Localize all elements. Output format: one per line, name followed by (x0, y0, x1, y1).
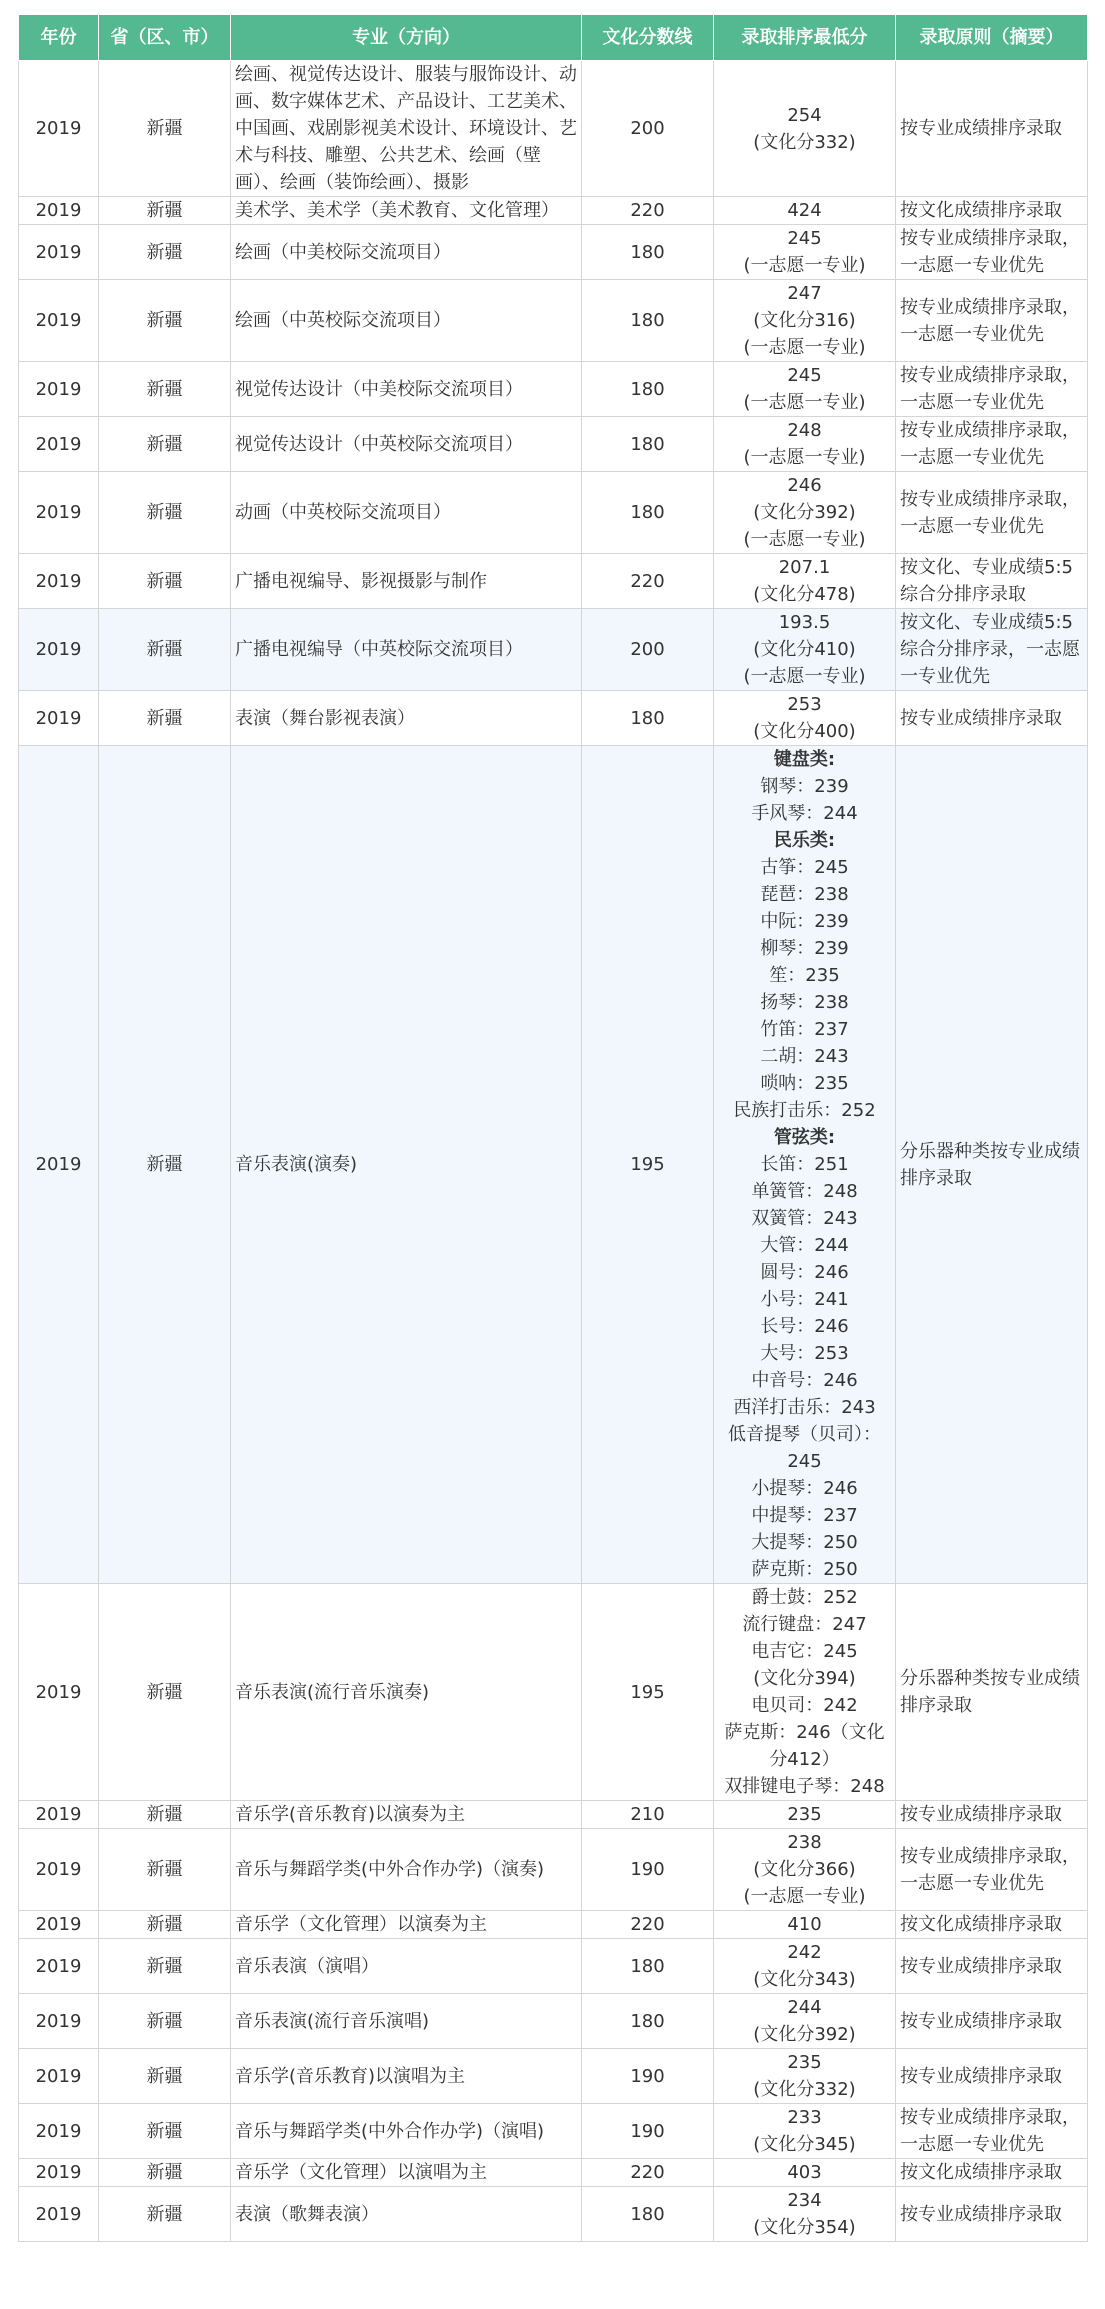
major-cell: 音乐表演（演唱） (231, 1939, 582, 1994)
principle-cell: 按文化、专业成绩5:5综合分排序录，一志愿一专业优先 (896, 609, 1088, 691)
rank-line: (一志愿一专业) (743, 337, 866, 358)
rank-line: 245 (787, 365, 822, 386)
year-cell: 2019 (19, 2104, 99, 2159)
province-cell: 新疆 (99, 362, 231, 417)
year-cell: 2019 (19, 472, 99, 554)
rank-line: 大管：244 (760, 1235, 849, 1256)
culture-line-cell: 210 (582, 1801, 714, 1829)
min-rank-score-cell (714, 2159, 896, 2187)
rank-line: 长笛：251 (760, 1154, 849, 1175)
rank-line: (文化分316) (753, 310, 856, 331)
rank-line: (文化分478) (753, 584, 856, 605)
table-row (19, 1829, 1088, 1911)
header-major: 专业（方向） (231, 15, 582, 61)
province-cell: 新疆 (99, 1994, 231, 2049)
year-cell: 2019 (19, 1801, 99, 1829)
culture-line-cell: 180 (582, 417, 714, 472)
principle-cell: 按文化成绩排序录取 (896, 1911, 1088, 1939)
min-rank-score-cell (714, 2049, 896, 2104)
min-rank-score-cell (714, 197, 896, 225)
major-cell: 音乐表演(演奏) (231, 746, 582, 1584)
rank-line: 钢琴：239 (760, 776, 849, 797)
rank-line: 248 (787, 420, 822, 441)
principle-cell: 按专业成绩排序录取，一志愿一专业优先 (896, 2104, 1088, 2159)
year-cell: 2019 (19, 554, 99, 609)
min-rank-score-cell (714, 609, 896, 691)
rank-line: 235 (787, 1804, 822, 1825)
year-cell: 2019 (19, 417, 99, 472)
table-row (19, 1801, 1088, 1829)
culture-line-cell: 180 (582, 280, 714, 362)
rank-line: 207.1 (778, 557, 831, 578)
rank-line: 竹笛：237 (760, 1019, 849, 1040)
province-cell: 新疆 (99, 1829, 231, 1911)
culture-line-cell: 180 (582, 2187, 714, 2242)
min-rank-score-cell (714, 362, 896, 417)
culture-line-cell: 220 (582, 1911, 714, 1939)
major-cell: 音乐表演(流行音乐演奏) (231, 1584, 582, 1801)
major-cell: 音乐与舞蹈学类(中外合作办学)（演奏) (231, 1829, 582, 1911)
rank-line: 爵士鼓：252 (751, 1587, 858, 1608)
principle-cell: 按专业成绩排序录取 (896, 61, 1088, 197)
culture-line-cell: 190 (582, 2104, 714, 2159)
culture-line-cell: 180 (582, 691, 714, 746)
rank-line: 电吉它：245 (751, 1641, 858, 1662)
rank-line: 双簧管：243 (751, 1208, 858, 1229)
province-cell: 新疆 (99, 1939, 231, 1994)
rank-line: 长号：246 (760, 1316, 849, 1337)
year-cell: 2019 (19, 746, 99, 1584)
major-cell: 视觉传达设计（中美校际交流项目） (231, 362, 582, 417)
rank-line: 小提琴：246 (751, 1478, 858, 1499)
rank-line: 民族打击乐：252 (733, 1100, 876, 1121)
principle-cell: 分乐器种类按专业成绩排序录取 (896, 1584, 1088, 1801)
year-cell: 2019 (19, 1829, 99, 1911)
table-row (19, 2049, 1088, 2104)
min-rank-score-cell (714, 61, 896, 197)
rank-line: 424 (787, 200, 822, 221)
table-row (19, 197, 1088, 225)
province-cell: 新疆 (99, 2104, 231, 2159)
principle-cell: 按专业成绩排序录取 (896, 1939, 1088, 1994)
year-cell: 2019 (19, 1911, 99, 1939)
year-cell: 2019 (19, 225, 99, 280)
table-row (19, 1939, 1088, 1994)
header-culture-line: 文化分数线 (582, 15, 714, 61)
year-cell: 2019 (19, 1584, 99, 1801)
rank-line: (文化分392) (753, 502, 856, 523)
province-cell: 新疆 (99, 1911, 231, 1939)
principle-cell: 分乐器种类按专业成绩排序录取 (896, 746, 1088, 1584)
rank-line: 电贝司：242 (751, 1695, 858, 1716)
table-row (19, 746, 1088, 1584)
min-rank-score-cell (714, 1994, 896, 2049)
table-row (19, 691, 1088, 746)
principle-cell: 按专业成绩排序录取，一志愿一专业优先 (896, 362, 1088, 417)
rank-line: 254 (787, 104, 822, 126)
major-cell: 视觉传达设计（中英校际交流项目） (231, 417, 582, 472)
rank-line: 中阮：239 (760, 911, 849, 932)
header-year: 年份 (19, 15, 99, 61)
rank-line: 小号：241 (760, 1289, 849, 1310)
rank-line: 244 (787, 1997, 822, 2018)
rank-line: (一志愿一专业) (743, 666, 866, 687)
rank-line: (文化分394) (753, 1668, 856, 1689)
province-cell: 新疆 (99, 2049, 231, 2104)
year-cell: 2019 (19, 197, 99, 225)
rank-line: 扬琴：238 (760, 992, 849, 1013)
rank-line: (一志愿一专业) (743, 447, 866, 468)
rank-line: (文化分410) (753, 639, 856, 660)
rank-group-label: 键盘类: (773, 749, 836, 770)
province-cell: 新疆 (99, 1801, 231, 1829)
culture-line-cell: 220 (582, 554, 714, 609)
culture-line-cell: 180 (582, 1994, 714, 2049)
major-cell: 表演（歌舞表演） (231, 2187, 582, 2242)
rank-line: 柳琴：239 (760, 938, 849, 959)
principle-cell: 按专业成绩排序录取 (896, 1801, 1088, 1829)
province-cell: 新疆 (99, 2187, 231, 2242)
rank-line: 大号：253 (760, 1343, 849, 1364)
table-row (19, 417, 1088, 472)
table-row (19, 2104, 1088, 2159)
rank-line: 中提琴：237 (751, 1505, 858, 1526)
rank-line: 圆号：246 (760, 1262, 849, 1283)
min-rank-score-cell (714, 691, 896, 746)
rank-line: (一志愿一专业) (743, 255, 866, 276)
year-cell: 2019 (19, 362, 99, 417)
province-cell: 新疆 (99, 197, 231, 225)
rank-line: 234 (787, 2190, 822, 2211)
table-row (19, 61, 1088, 197)
table-row (19, 1584, 1088, 1801)
culture-line-cell: 200 (582, 61, 714, 197)
culture-line-cell: 180 (582, 362, 714, 417)
culture-line-cell: 180 (582, 225, 714, 280)
min-rank-score-cell (714, 1911, 896, 1939)
rank-line: (一志愿一专业) (743, 392, 866, 413)
rank-line: 流行键盘：247 (742, 1614, 867, 1635)
principle-cell: 按专业成绩排序录取，一志愿一专业优先 (896, 1829, 1088, 1911)
rank-line: (文化分400) (753, 721, 856, 742)
rank-line: (文化分366) (753, 1859, 856, 1880)
principle-cell: 按专业成绩排序录取 (896, 691, 1088, 746)
table-row (19, 609, 1088, 691)
culture-line-cell: 195 (582, 746, 714, 1584)
table-row (19, 280, 1088, 362)
rank-line: 238 (787, 1832, 822, 1853)
culture-line-cell: 180 (582, 1939, 714, 1994)
province-cell: 新疆 (99, 280, 231, 362)
year-cell: 2019 (19, 2159, 99, 2187)
year-cell: 2019 (19, 1939, 99, 1994)
table-row (19, 2187, 1088, 2242)
rank-line: 246 (787, 475, 822, 496)
min-rank-score-cell (714, 1939, 896, 1994)
year-cell: 2019 (19, 2187, 99, 2242)
rank-line: 235 (787, 2052, 822, 2073)
province-cell: 新疆 (99, 554, 231, 609)
major-cell: 广播电视编导（中英校际交流项目） (231, 609, 582, 691)
table-row (19, 2159, 1088, 2187)
culture-line-cell: 190 (582, 2049, 714, 2104)
rank-line: 双排键电子琴：248 (724, 1776, 885, 1797)
header-province: 省（区、市） (99, 15, 231, 61)
rank-line: 233 (787, 2107, 822, 2128)
rank-line: (文化分345) (753, 2134, 856, 2155)
major-cell: 音乐学（文化管理）以演唱为主 (231, 2159, 582, 2187)
table-row (19, 554, 1088, 609)
principle-cell: 按文化、专业成绩5:5综合分排序录取 (896, 554, 1088, 609)
rank-line: 琵琶：238 (760, 884, 849, 905)
min-rank-score-cell (714, 2187, 896, 2242)
principle-cell: 按专业成绩排序录取，一志愿一专业优先 (896, 280, 1088, 362)
culture-line-cell: 200 (582, 609, 714, 691)
admission-score-table (18, 14, 1088, 2242)
culture-line-cell: 190 (582, 1829, 714, 1911)
culture-line-cell: 220 (582, 197, 714, 225)
culture-line-cell: 195 (582, 1584, 714, 1801)
province-cell: 新疆 (99, 61, 231, 197)
rank-line: 唢呐：235 (760, 1073, 849, 1094)
rank-line: 低音提琴（贝司）：245 (728, 1424, 881, 1472)
min-rank-score-cell (714, 472, 896, 554)
rank-line: 笙：235 (769, 965, 840, 986)
province-cell: 新疆 (99, 746, 231, 1584)
major-cell: 动画（中英校际交流项目） (231, 472, 582, 554)
major-cell: 音乐学（文化管理）以演奏为主 (231, 1911, 582, 1939)
year-cell: 2019 (19, 2049, 99, 2104)
min-rank-score-cell (714, 280, 896, 362)
rank-line: (文化分354) (753, 2217, 856, 2238)
rank-line: 手风琴：244 (751, 803, 858, 824)
rank-line: 410 (787, 1914, 822, 1935)
rank-line: 古筝：245 (760, 857, 849, 878)
rank-line: 253 (787, 694, 822, 715)
principle-cell: 按文化成绩排序录取 (896, 2159, 1088, 2187)
principle-cell: 按专业成绩排序录取，一志愿一专业优先 (896, 417, 1088, 472)
major-cell: 表演（舞台影视表演） (231, 691, 582, 746)
rank-line: (文化分343) (753, 1969, 856, 1990)
year-cell: 2019 (19, 609, 99, 691)
table-row (19, 1994, 1088, 2049)
principle-cell: 按专业成绩排序录取 (896, 1994, 1088, 2049)
min-rank-score-cell (714, 1829, 896, 1911)
major-cell: 音乐学(音乐教育)以演奏为主 (231, 1801, 582, 1829)
principle-cell: 按专业成绩排序录取 (896, 2049, 1088, 2104)
table-row (19, 1911, 1088, 1939)
major-cell: 音乐表演(流行音乐演唱) (231, 1994, 582, 2049)
year-cell: 2019 (19, 280, 99, 362)
province-cell: 新疆 (99, 1584, 231, 1801)
rank-line: (文化分332) (753, 2079, 856, 2100)
min-rank-score-cell (714, 225, 896, 280)
major-cell: 绘画（中英校际交流项目） (231, 280, 582, 362)
culture-line-cell: 180 (582, 472, 714, 554)
table-header-row (19, 15, 1088, 61)
rank-line: (一志愿一专业) (743, 1886, 866, 1907)
table-row (19, 362, 1088, 417)
major-cell: 绘画、视觉传达设计、服装与服饰设计、动画、数字媒体艺术、产品设计、工艺美术、中国画、戏剧影视美术设计、环境设计、艺术与科技、雕塑、公共艺术、绘画（壁画）、绘画（装饰绘画）、摄影 (231, 61, 582, 197)
province-cell: 新疆 (99, 417, 231, 472)
major-cell: 美术学、美术学（美术教育、文化管理） (231, 197, 582, 225)
province-cell: 新疆 (99, 225, 231, 280)
min-rank-score-cell (714, 554, 896, 609)
province-cell: 新疆 (99, 609, 231, 691)
rank-line: 萨克斯：250 (751, 1559, 858, 1580)
principle-cell: 按文化成绩排序录取 (896, 197, 1088, 225)
min-rank-score-cell (714, 1584, 896, 1801)
rank-line: 单簧管：248 (751, 1181, 858, 1202)
header-principle: 录取原则（摘要） (896, 15, 1088, 61)
province-cell: 新疆 (99, 472, 231, 554)
rank-line: 247 (787, 283, 822, 304)
year-cell: 2019 (19, 691, 99, 746)
rank-line: (文化分332) (753, 131, 856, 153)
rank-line: 二胡：243 (760, 1046, 849, 1067)
principle-cell: 按专业成绩排序录取，一志愿一专业优先 (896, 472, 1088, 554)
min-rank-score-cell (714, 1801, 896, 1829)
rank-line: 193.5 (778, 612, 831, 633)
rank-line: (文化分392) (753, 2024, 856, 2045)
rank-line: (一志愿一专业) (743, 529, 866, 550)
min-rank-score-cell (714, 2104, 896, 2159)
rank-group-label: 民乐类: (773, 830, 836, 851)
rank-group-label: 管弦类: (773, 1127, 836, 1148)
table-row (19, 472, 1088, 554)
culture-line-cell: 220 (582, 2159, 714, 2187)
rank-line: 245 (787, 228, 822, 249)
major-cell: 广播电视编导、影视摄影与制作 (231, 554, 582, 609)
rank-line: 403 (787, 2162, 822, 2183)
province-cell: 新疆 (99, 2159, 231, 2187)
province-cell: 新疆 (99, 691, 231, 746)
rank-line: 萨克斯：246（文化分412） (724, 1722, 885, 1770)
table-row (19, 225, 1088, 280)
rank-line: 242 (787, 1942, 822, 1963)
rank-line: 中音号：246 (751, 1370, 858, 1391)
rank-line: 西洋打击乐：243 (733, 1397, 876, 1418)
principle-cell: 按专业成绩排序录取 (896, 2187, 1088, 2242)
major-cell: 音乐与舞蹈学类(中外合作办学)（演唱) (231, 2104, 582, 2159)
major-cell: 绘画（中美校际交流项目） (231, 225, 582, 280)
year-cell: 2019 (19, 1994, 99, 2049)
min-rank-score-cell (714, 746, 896, 1584)
header-min-rank-score: 录取排序最低分 (714, 15, 896, 61)
principle-cell: 按专业成绩排序录取，一志愿一专业优先 (896, 225, 1088, 280)
rank-line: 大提琴：250 (751, 1532, 858, 1553)
major-cell: 音乐学(音乐教育)以演唱为主 (231, 2049, 582, 2104)
year-cell: 2019 (19, 61, 99, 197)
min-rank-score-cell (714, 417, 896, 472)
